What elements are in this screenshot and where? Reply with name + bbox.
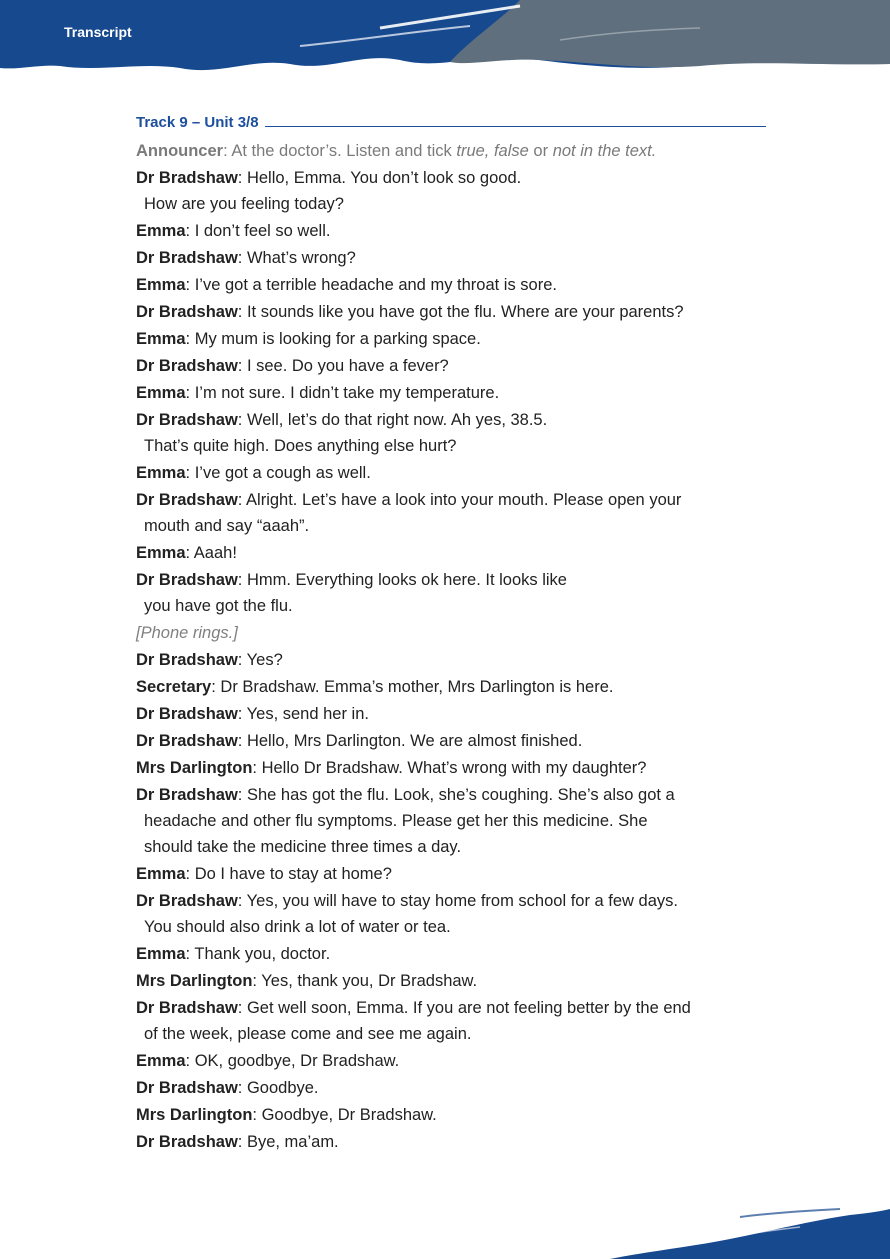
dialogue-continuation: headache and other flu symptoms. Please get her this medicine. She bbox=[144, 812, 648, 830]
footer-band bbox=[590, 1199, 890, 1259]
dialogue-line bbox=[136, 701, 766, 727]
dialogue-continuation: of the week, please come and see me again. bbox=[144, 1025, 472, 1043]
dialogue-text: : It sounds like you have got the flu. Where are your parents? bbox=[237, 303, 684, 321]
dialogue-text: : Yes, send her in. bbox=[237, 705, 369, 723]
dialogue-line bbox=[136, 674, 766, 700]
dialogue-line bbox=[136, 407, 766, 459]
dialogue-line bbox=[136, 567, 766, 619]
speaker-name: Mrs Darlington bbox=[136, 759, 253, 777]
dialogue-text: : My mum is looking for a parking space. bbox=[185, 330, 481, 348]
dialogue-text: : Yes, thank you, Dr Bradshaw. bbox=[252, 972, 478, 990]
speaker-name: Dr Bradshaw bbox=[136, 1133, 238, 1151]
dialogue-line bbox=[136, 782, 766, 860]
dialogue-text: : What’s wrong? bbox=[237, 249, 356, 267]
speaker-name: Emma bbox=[136, 330, 186, 348]
speaker-name: Dr Bradshaw bbox=[136, 999, 238, 1017]
dialogue-line bbox=[136, 299, 766, 325]
speaker-name: Secretary bbox=[136, 678, 212, 696]
speaker-name: Emma bbox=[136, 865, 186, 883]
dialogue-text: : Hmm. Everything looks ok here. It looks like bbox=[237, 571, 567, 589]
speaker-name: Dr Bradshaw bbox=[136, 571, 238, 589]
speaker-name: Dr Bradshaw bbox=[136, 651, 238, 669]
announcer-line bbox=[136, 138, 766, 164]
speaker-name: Dr Bradshaw bbox=[136, 1079, 238, 1097]
track-heading bbox=[136, 110, 766, 134]
header-title: Transcript bbox=[64, 24, 132, 40]
dialogue-line bbox=[136, 245, 766, 271]
dialogue-line bbox=[136, 995, 766, 1047]
dialogue-continuation: How are you feeling today? bbox=[144, 195, 344, 213]
speaker-name: Emma bbox=[136, 276, 186, 294]
dialogue-line bbox=[136, 326, 766, 352]
dialogue-text: : I’ve got a cough as well. bbox=[185, 464, 371, 482]
speaker-name: Dr Bradshaw bbox=[136, 249, 238, 267]
speaker-name: Emma bbox=[136, 544, 186, 562]
dialogue-text: : I don’t feel so well. bbox=[185, 222, 331, 240]
dialogue-line bbox=[136, 861, 766, 887]
speaker-name: Mrs Darlington bbox=[136, 1106, 253, 1124]
dialogue-text: : Bye, ma’am. bbox=[237, 1133, 339, 1151]
speaker-name: Dr Bradshaw bbox=[136, 411, 238, 429]
dialogue-continuation: mouth and say “aaah”. bbox=[144, 517, 310, 535]
speaker-name: Mrs Darlington bbox=[136, 972, 253, 990]
dialogue-line bbox=[136, 941, 766, 967]
dialogue-line bbox=[136, 968, 766, 994]
dialogue-line bbox=[136, 755, 766, 781]
dialogue-text: : Hello, Mrs Darlington. We are almost finished. bbox=[237, 732, 583, 750]
dialogue-continuation: You should also drink a lot of water or tea. bbox=[144, 918, 451, 936]
speaker-name: Dr Bradshaw bbox=[136, 892, 238, 910]
announcer-or: or bbox=[528, 142, 553, 160]
speaker-name: Emma bbox=[136, 384, 186, 402]
dialogue-text: : Hello Dr Bradshaw. What’s wrong with my daughter? bbox=[252, 759, 647, 777]
dialogue-line bbox=[136, 1102, 766, 1128]
dialogue-text: : Alright. Let’s have a look into your mouth. Please open your bbox=[237, 491, 682, 509]
dialogue-line bbox=[136, 647, 766, 673]
dialogue-text: : I see. Do you have a fever? bbox=[237, 357, 449, 375]
dialogue-line bbox=[136, 165, 766, 217]
dialogue-line bbox=[136, 272, 766, 298]
speaker-name: Emma bbox=[136, 945, 186, 963]
dialogue-text: : Get well soon, Emma. If you are not feeling better by the end bbox=[237, 999, 691, 1017]
speaker-name: Emma bbox=[136, 222, 186, 240]
dialogue-text: : Aaah! bbox=[185, 544, 237, 562]
dialogue-line bbox=[136, 1129, 766, 1155]
header-band bbox=[0, 0, 890, 90]
dialogue-text: : I’ve got a terrible headache and my throat is sore. bbox=[185, 276, 557, 294]
speaker-name: Dr Bradshaw bbox=[136, 786, 238, 804]
dialogue-line bbox=[136, 353, 766, 379]
speaker-name: Dr Bradshaw bbox=[136, 169, 238, 187]
dialogue-text: : I’m not sure. I didn’t take my temperature. bbox=[185, 384, 500, 402]
dialogue-continuation: you have got the flu. bbox=[144, 597, 293, 615]
dialogue-text: : Thank you, doctor. bbox=[185, 945, 331, 963]
dialogue-text: : Dr Bradshaw. Emma’s mother, Mrs Darlington is here. bbox=[211, 678, 614, 696]
dialogue-line bbox=[136, 380, 766, 406]
dialogue-text: : Yes, you will have to stay home from school for a few days. bbox=[237, 892, 678, 910]
dialogue-line bbox=[136, 1075, 766, 1101]
dialogue-text: : Hello, Emma. You don’t look so good. bbox=[237, 169, 522, 187]
speaker-name: Dr Bradshaw bbox=[136, 357, 238, 375]
stage-direction: [Phone rings.] bbox=[136, 624, 238, 642]
speaker-name: Dr Bradshaw bbox=[136, 303, 238, 321]
dialogue-text: : Well, let’s do that right now. Ah yes, 38.5. bbox=[237, 411, 548, 429]
dialogue-text: : Yes? bbox=[237, 651, 283, 669]
track-rule bbox=[265, 126, 766, 127]
dialogue-text: : Goodbye. bbox=[237, 1079, 319, 1097]
dialogue-line bbox=[136, 540, 766, 566]
dialogue-text: : OK, goodbye, Dr Bradshaw. bbox=[185, 1052, 400, 1070]
dialogue-line bbox=[136, 1048, 766, 1074]
dialogue-text: : Do I have to stay at home? bbox=[185, 865, 392, 883]
dialogue-text: : Goodbye, Dr Bradshaw. bbox=[252, 1106, 437, 1124]
announcer-em-true-false: true, false bbox=[456, 142, 529, 160]
speaker-name: Dr Bradshaw bbox=[136, 732, 238, 750]
speaker-name: Dr Bradshaw bbox=[136, 491, 238, 509]
dialogue bbox=[136, 165, 766, 1155]
dialogue-continuation: That’s quite high. Does anything else hurt? bbox=[144, 437, 457, 455]
speaker-name: Announcer bbox=[136, 142, 224, 160]
announcer-text: : At the doctor’s. Listen and tick bbox=[223, 142, 457, 160]
dialogue-line bbox=[136, 888, 766, 940]
dialogue-line bbox=[136, 460, 766, 486]
dialogue-text: : She has got the flu. Look, she’s coughing. She’s also got a bbox=[237, 786, 675, 804]
dialogue-line bbox=[136, 728, 766, 754]
dialogue-continuation: should take the medicine three times a day. bbox=[144, 838, 462, 856]
transcript-content bbox=[136, 110, 766, 1156]
dialogue-line bbox=[136, 218, 766, 244]
announcer-em-not-in-text: not in the text. bbox=[552, 142, 657, 160]
track-title: Track 9 – Unit 3/8 bbox=[136, 113, 259, 131]
dialogue-line bbox=[136, 487, 766, 539]
speaker-name: Emma bbox=[136, 464, 186, 482]
speaker-name: Dr Bradshaw bbox=[136, 705, 238, 723]
speaker-name: Emma bbox=[136, 1052, 186, 1070]
